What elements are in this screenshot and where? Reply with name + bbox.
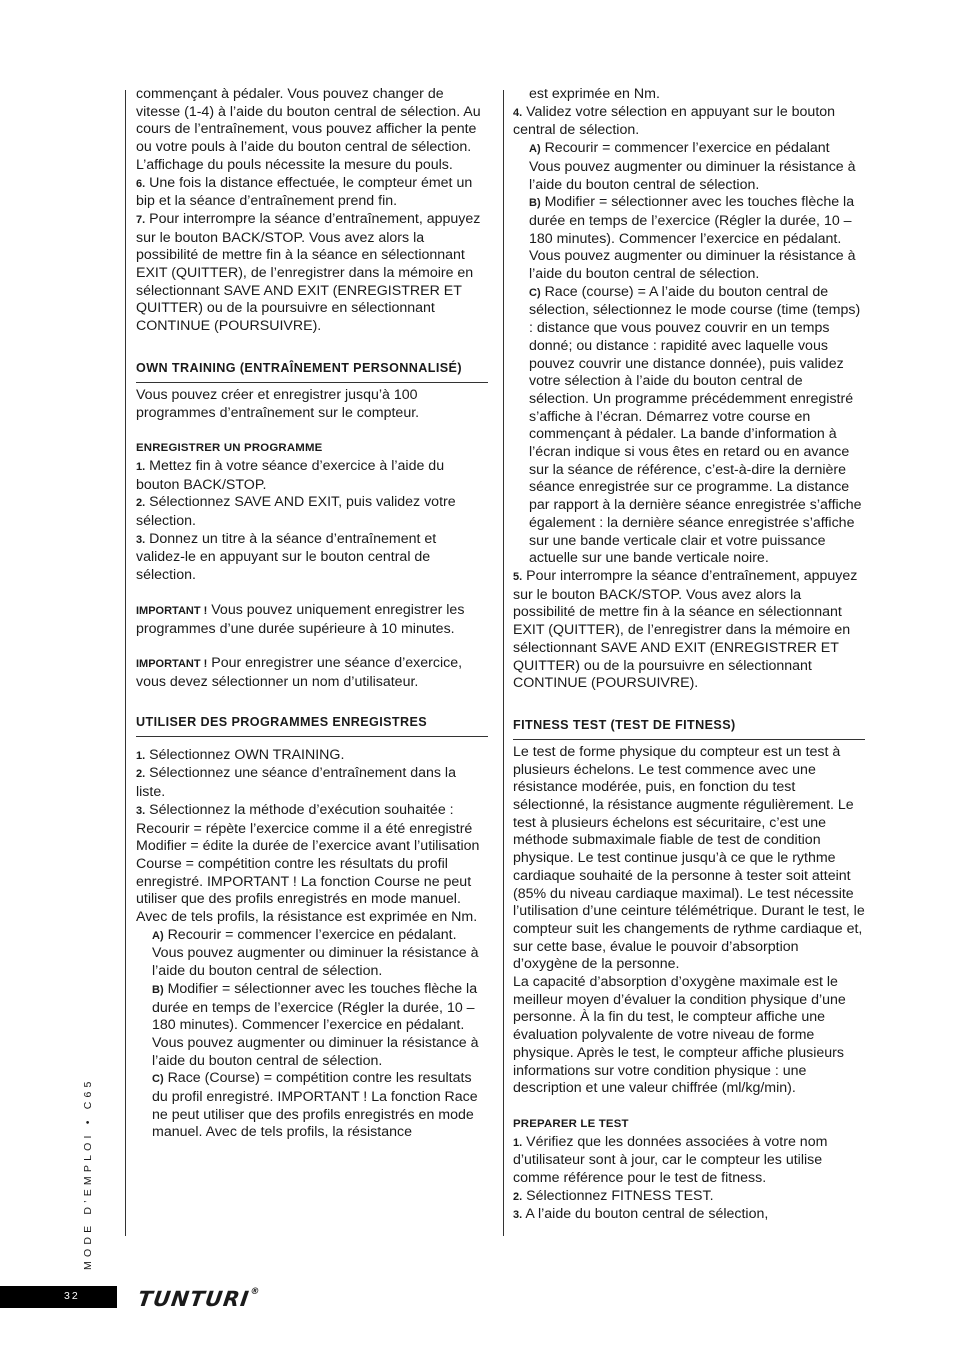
sub-label: C)	[152, 1073, 164, 1086]
paragraph: La capacité d’absorption d’oxygène maximale est le meilleur moyen d’évaluer la condition physique d’une personne. À la fin du test, le compteur affiche une évaluation polyvalente de votre niveau de forme physique. Après le test, le compteur affiche plusieurs informations sur votre condition physique : une description et une valeur chiffrée (ml/kg/min).	[513, 974, 846, 1097]
step-number: 4.	[513, 106, 523, 119]
prep-step-3	[513, 1206, 865, 1225]
step-text: Validez votre sélection en appuyant sur le bouton central de sélection.	[513, 103, 836, 139]
subheading-prepare-test: PREPARER LE TEST	[513, 1117, 629, 1130]
step-number: 2.	[513, 1190, 523, 1203]
save-step-1	[136, 458, 488, 494]
paragraph: Modifier = édite la durée de l’exercice avant l’utilisation	[136, 838, 480, 855]
step-number: 5.	[513, 570, 523, 583]
important-label: IMPORTANT !	[136, 604, 208, 617]
step-number: 3.	[136, 533, 146, 546]
step-number: 2.	[136, 497, 146, 510]
paragraph: Course = compétition contre les résultats du profil enregistré. IMPORTANT ! La fonction Course ne peut utiliser que des profils enregistrés en mode manuel. Avec de tels profils, la résistance est exprimée en Nm.	[136, 855, 478, 926]
step-text: Sélectionnez une séance d’entraînement dans la liste.	[136, 765, 456, 801]
section-heading-use-programs: UTILISER DES PROGRAMMES ENREGISTRES	[136, 712, 488, 737]
paragraph: Recourir = répète l’exercice comme il a été enregistré	[136, 820, 473, 837]
subheading-save-program: ENREGISTRER UN PROGRAMME	[136, 442, 323, 455]
column-divider-left	[125, 90, 126, 1236]
use-step-2	[136, 765, 488, 801]
step-text: A l’aide du bouton central de sélection,	[525, 1206, 769, 1223]
step-number: 1.	[513, 1136, 523, 1149]
step-text: Pour interrompre la séance d’entraînement, appuyez sur le bouton BACK/STOP. Vous avez alors la possibilité de mettre fin à la séance en sélectionnant EXIT (QUITTER), de l’enregistrer dans la mémoire en sélectionnant SAVE AND EXIT (ENREGISTRER ET QUITTER) ou de la poursuivre en sélectionnant CONTINUE (POURSUIVRE).	[136, 210, 481, 335]
step-text: Sélectionnez la méthode d’exécution souhaitée :	[149, 801, 454, 818]
side-running-title: MODE D’EMPLOI • C65	[82, 1077, 94, 1270]
sub-step-c	[136, 1070, 488, 1142]
sub-label: B)	[152, 983, 164, 996]
step-text: Sélectionnez FITNESS TEST.	[526, 1187, 714, 1204]
step-text: Vérifiez que les données associées à votre nom d’utilisateur sont à jour, car le compteur les utilise comme référence pour le test de fitness.	[513, 1133, 828, 1187]
section-heading-own-training: OWN TRAINING (ENTRAÎNEMENT PERSONNALISÉ)	[136, 358, 488, 383]
step-text: Pour interrompre la séance d’entraînement, appuyez sur le bouton BACK/STOP. Vous avez alors la possibilité de mettre fin à la séance en sélectionnant EXIT (QUITTER), de l’enregistrer dans la mémoire en sélectionnant SAVE AND EXIT (ENREGISTRER ET QUITTER) ou de la poursuivre en sélectionnant CONTINUE (POURSUIVRE).	[513, 567, 858, 692]
registered-mark: ®	[249, 1287, 262, 1297]
step-text: Donnez un titre à la séance d’entraînement et validez-le en appuyant sur le bouton central de sélection.	[136, 530, 437, 584]
step-text: Race (Course) = compétition contre les resultats du profil enregistré. IMPORTANT ! La fonction Race ne peut utiliser que des profils enregistrés en mode manuel. Avec de tels profils, la résistance	[152, 1070, 478, 1141]
step-number: 1.	[136, 460, 146, 473]
prep-step-2	[513, 1188, 865, 1207]
step-number: 3.	[136, 804, 146, 817]
prep-step-1	[513, 1134, 865, 1188]
step-text: Modifier = sélectionner avec les touches flèche la durée en temps de l’exercice (Régler la durée, 10 – 180 minutes). Commencer l’exercice en pédalant. Vous pouvez augmenter ou diminuer la résistance à l’aide du bouton central de sélection.	[152, 980, 479, 1069]
important-note-1	[136, 602, 488, 638]
use-step-3	[136, 802, 488, 821]
important-label: IMPORTANT !	[136, 658, 208, 671]
save-step-2	[136, 494, 488, 530]
step-number: 6.	[136, 177, 146, 190]
sub-label: B)	[529, 197, 541, 210]
step-number: 2.	[136, 768, 146, 781]
step-text: Une fois la distance effectuée, le compteur émet un bip et la séance d’entraînement prend fin.	[136, 174, 473, 210]
step-text: Race (course) = A l’aide du bouton central de sélection, sélectionnez le mode course (time (temps) : distance que vous pouvez couvrir en un temps donné; ou distance : rapidité avec laquelle vous pouvez couvrir une distance donnée), puis validez votre sélection à l’aide du bouton central de sélection. Un programme précédemment enregistré s’affiche à l’écran. Démarrez votre course en commençant à pédaler. La bande d’information à l’écran indique si vous êtes en retard ou en avance sur la séance de référence, c’est-à-dire la dernière séance enregistrée sur ce programme. La distance par rapport à la dernière séance enregistrée s’affiche également : la dernière séance enregistrée s’affiche sur une bande verticale clair et votre puissance actuelle sur une bande verticale noire.	[529, 283, 862, 567]
logo-text: TUNTURI	[136, 1287, 252, 1311]
section-heading-fitness-test: FITNESS TEST (TEST DE FITNESS)	[513, 715, 865, 740]
page-number-box	[0, 1286, 117, 1308]
step-text: Modifier = sélectionner avec les touches flèche la durée en temps de l’exercice (Régler la durée, 10 – 180 minutes). Commencer l’exercice en pédalant. Vous pouvez augmenter ou diminuer la résistance à l’aide du bouton central de sélection.	[529, 194, 856, 283]
step-text: Recourir = commencer l’exercice en pédalant. Vous pouvez augmenter ou diminuer la résistance à l’aide du bouton central de sélection.	[152, 926, 479, 980]
paragraph: est exprimée en Nm.	[529, 86, 660, 102]
step-number: 7.	[136, 213, 146, 226]
paragraph: L’affichage du pouls nécessite la mesure du pouls.	[136, 156, 453, 173]
column-divider-center	[503, 90, 504, 1236]
page-number: 32	[64, 1290, 80, 1302]
paragraph: Le test de forme physique du compteur est un test à plusieurs échelons. Le test commence avec une résistance modérée, puis, en fonction du test sélectionné, la résistance augmente régulièrement. Le test à plusieurs échelons est sécuritaire, c’est une méthode submaximale fiable de test de condition physique. Le test continue jusqu’à ce que le rythme cardiaque souhaité de la personne à tester soit atteint (85% du niveau cardiaque maximal). Le test nécessite l’utilisation d’une ceinture télémétrique. Durant le test, le compteur suit les changements de rythme cardiaque et, sur cette base, évalue le pouvoir d’absorption d’oxygène de la personne.	[513, 743, 865, 973]
sub-label: C)	[529, 286, 541, 299]
use-step-1	[136, 747, 488, 766]
step-text: Mettez fin à votre séance d’exercice à l’aide du bouton BACK/STOP.	[136, 457, 445, 493]
sub-step-a	[136, 927, 488, 981]
sub-step-c	[513, 284, 865, 568]
step-6	[136, 175, 488, 211]
step-text: Sélectionnez SAVE AND EXIT, puis validez votre sélection.	[136, 494, 456, 530]
sub-label: A)	[529, 143, 541, 156]
sub-step-a	[513, 140, 865, 194]
tunturi-logo	[136, 1287, 261, 1311]
paragraph: Vous pouvez créer et enregistrer jusqu’à 100 programmes d’entraînement sur le compteur.	[136, 386, 420, 421]
left-column	[136, 86, 488, 1142]
sub-step-b	[513, 194, 865, 284]
save-step-3	[136, 531, 488, 585]
step-text: Recourir = commencer l’exercice en pédalant Vous pouvez augmenter ou diminuer la résistance à l’aide du bouton central de sélection.	[529, 140, 856, 193]
important-note-2	[136, 655, 488, 691]
note-text: Pour enregistrer une séance d’exercice, vous devez sélectionner un nom d’utilisateur.	[136, 655, 463, 690]
step-4	[513, 104, 865, 140]
sub-step-b	[136, 981, 488, 1071]
step-number: 3.	[513, 1209, 523, 1222]
step-7	[136, 211, 488, 336]
step-number: 1.	[136, 749, 146, 762]
right-column	[513, 86, 865, 1225]
paragraph: commençant à pédaler. Vous pouvez changer de vitesse (1-4) à l’aide du bouton central de sélection. Au cours de l’entraînement, vous pouvez afficher la pente ou votre pouls à l’aide du bouton central de sélection.	[136, 86, 481, 156]
step-text: Sélectionnez OWN TRAINING.	[149, 746, 345, 763]
note-text: Vous pouvez uniquement enregistrer les programmes d’une durée supérieure à 10 minutes.	[136, 601, 465, 637]
sub-label: A)	[152, 929, 164, 942]
step-5	[513, 568, 865, 693]
